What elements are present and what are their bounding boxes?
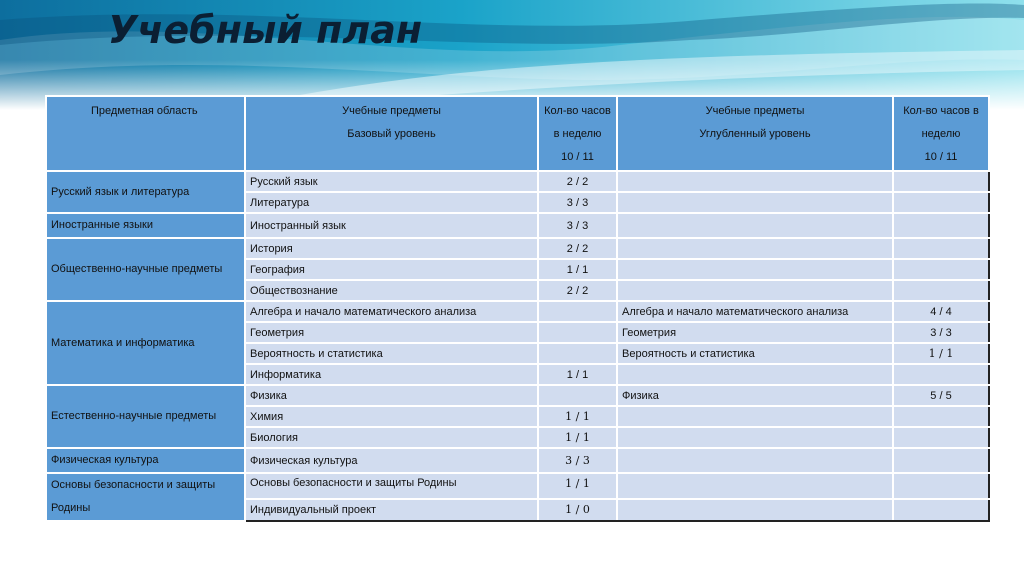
table-row: Биология 1 / 1: [46, 427, 989, 448]
area-russian: Русский язык и литература: [46, 171, 245, 213]
table-header: [46, 96, 989, 171]
table-row: Основы безопасности и защиты Родины Основы безопасности и защиты Родины 1 / 1: [46, 473, 989, 499]
table-row: Индивидуальный проект 1 / 0: [46, 499, 989, 521]
table-row: Химия 1 / 1: [46, 406, 989, 427]
table-row: Общественно-научные предметы История 2 / 2: [46, 238, 989, 259]
table-row: Литература 3 / 3: [46, 192, 989, 213]
table-row: Иностранные языки Иностранный язык 3 / 3: [46, 213, 989, 238]
table-row: Физическая культура Физическая культура 3 / 3: [46, 448, 989, 473]
area-safety: Основы безопасности и защиты Родины: [46, 473, 245, 521]
table-row: Информатика 1 / 1: [46, 364, 989, 385]
header-area: Предметная область: [46, 96, 245, 171]
table-row: Русский язык и литература Русский язык 2 / 2: [46, 171, 989, 192]
header-adv-hours: Кол-во часов в неделю 10 / 11: [893, 96, 989, 171]
header-adv-subjects: Учебные предметы Углубленный уровень: [617, 96, 893, 171]
page-title: Учебный план: [108, 8, 423, 52]
table-row: Математика и информатика Алгебра и начало математического анализа Алгебра и начало математического анализа 4 / 4: [46, 301, 989, 322]
curriculum-table: [45, 95, 990, 522]
area-foreign: Иностранные языки: [46, 213, 245, 238]
table-row: География 1 / 1: [46, 259, 989, 280]
area-math: Математика и информатика: [46, 301, 245, 385]
area-pe: Физическая культура: [46, 448, 245, 473]
table-row: Обществознание 2 / 2: [46, 280, 989, 301]
area-science: Естественно-научные предметы: [46, 385, 245, 448]
header-base-hours: Кол-во часов в неделю 10 / 11: [538, 96, 617, 171]
table-row: Вероятность и статистика Вероятность и статистика 1 / 1: [46, 343, 989, 364]
header-base-subjects: Учебные предметы Базовый уровень: [245, 96, 538, 171]
table-row: Геометрия Геометрия 3 / 3: [46, 322, 989, 343]
area-social: Общественно-научные предметы: [46, 238, 245, 301]
table-row: Естественно-научные предметы Физика Физика 5 / 5: [46, 385, 989, 406]
